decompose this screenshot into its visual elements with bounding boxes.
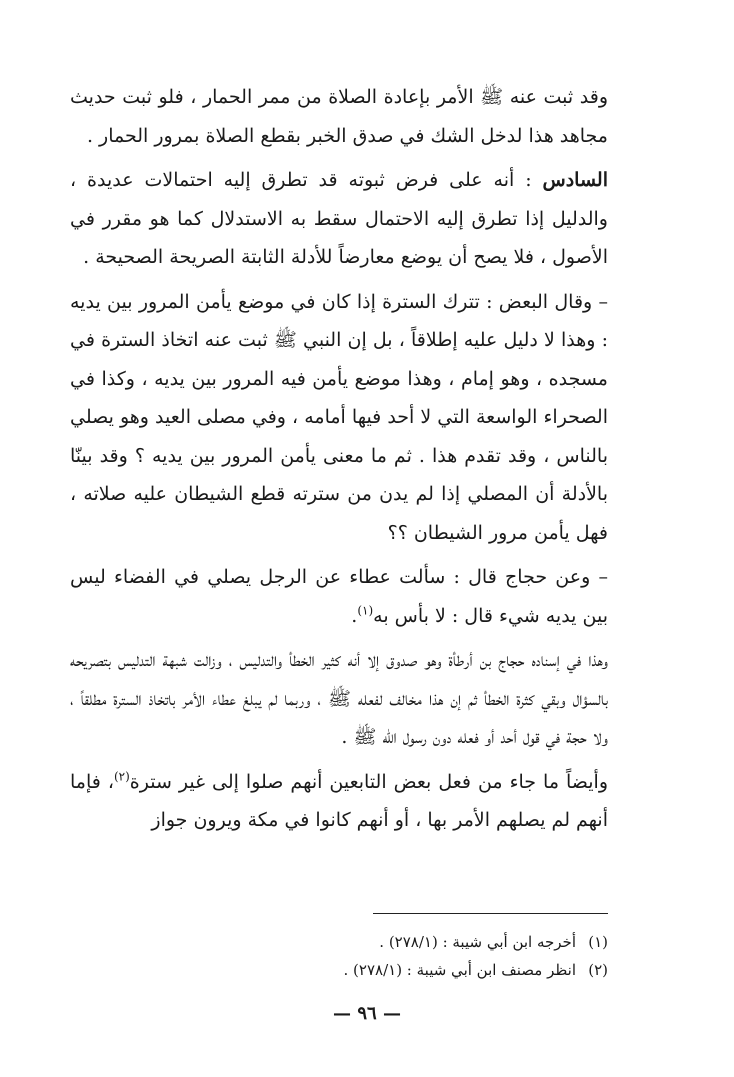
footnote-divider (373, 913, 608, 914)
footnote-ref-2: (٢) (113, 769, 130, 784)
point-label: السادس (542, 169, 608, 191)
footnotes (70, 928, 608, 984)
footnote-1 (70, 928, 608, 956)
footnote-2 (70, 956, 608, 984)
footnote-text: أخرجه ابن أبي شيبة : (٢٧٨/١) . (379, 933, 576, 951)
paragraph-2-text: : أنه على فرض ثبوته قد تطرق إليه احتمالات عديدة ، والدليل إذا تطرق إليه الاحتمال سقط به الاستدلال كما هو مقرر في الأصول ، فلا يصح أن يوضع معارضاً للأدلة الثابتة الصريحة الصحيحة . (70, 169, 608, 268)
paragraph-5: وهذا في إسناده حجاج بن أرطأة وهو صدوق إلا أنه كثير الخطأ والتدليس ، وزالت شبهة التدليس بتصريحه بالسؤال وبقي كثرة الخطأ ثم إن هذا مخالف لفعله ﷺ ، وربما لم يبلغ عطاء الأمر باتخاذ السترة مطلقاً ، ولا حجة في قول أحد أو فعله دون رسول الله ﷺ . (70, 649, 608, 748)
paragraph-4-text: – وعن حجاج قال : سألت عطاء عن الرجل يصلي في الفضاء ليس بين يديه شيء قال : لا بأس به (70, 566, 608, 627)
paragraph-4 (70, 558, 608, 635)
paragraph-4-end: . (351, 604, 358, 627)
paragraph-6 (70, 763, 608, 840)
paragraph-3: – وقال البعض : تترك السترة إذا كان في موضع يأمن المرور بين يديه : وهذا لا دليل عليه إطلاقاً ، بل إن النبي ﷺ ثبت عنه اتخاذ السترة في مسجده ، وهو إمام ، وهذا موضع يأمن فيه المرور بين يديه ، وكذا في الصحراء الواسعة التي لا أحد فيها أمامه ، وفي مصلى العيد وهو يصلي بالناس ، وقد تقدم هذا . ثم ما معنى يأمن المرور بين يديه ؟ وقد بينّا بالأدلة أن المصلي إذا لم يدن من سترته قطع الشيطان عليه صلاته ، فهل يأمن مرور الشيطان ؟؟ (70, 290, 608, 544)
paragraph-2 (70, 161, 608, 277)
footnote-number: (٢) (588, 961, 608, 979)
footnote-number: (١) (588, 933, 608, 951)
footnote-ref-1: (١) (357, 603, 374, 618)
paragraph-6-text: وأيضاً ما جاء من فعل بعض التابعين أنهم صلوا إلى غير سترة (129, 770, 609, 793)
footnote-text: انظر مصنف ابن أبي شيبة : (٢٧٨/١) . (343, 961, 576, 979)
paragraph-6-text-2: ، فإما أنهم لم يصلهم الأمر بها ، أو أنهم كانوا في مكة ويرون جواز (70, 770, 608, 831)
paragraph-1: وقد ثبت عنه ﷺ الأمر بإعادة الصلاة من ممر الحمار ، فلو ثبت حديث مجاهد هذا لدخل الشك في صدق الخبر بقطع الصلاة بمرور الحمار . (70, 86, 608, 147)
page-number: — ٩٦ — (333, 1003, 401, 1024)
